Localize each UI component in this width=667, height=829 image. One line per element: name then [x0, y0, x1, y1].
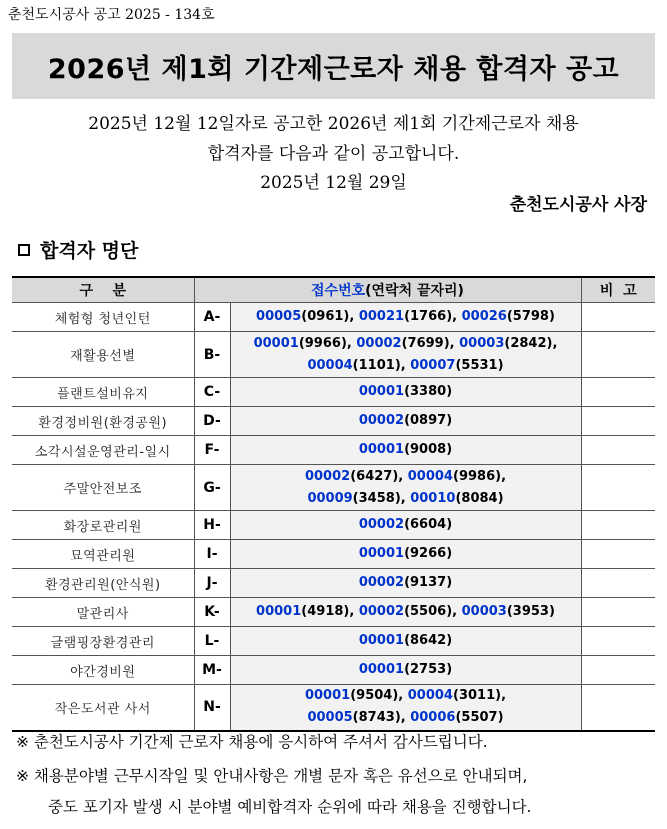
application-number: 00006: [410, 710, 456, 726]
table-row: [12, 378, 655, 407]
phone-last-digits: 9986: [458, 468, 496, 484]
row-numbers: [230, 569, 581, 598]
row-note: [581, 540, 655, 569]
row-category: 재활용선별: [12, 332, 194, 378]
application-number: 00002: [358, 413, 405, 428]
row-numbers: [230, 511, 581, 540]
row-numbers: [230, 407, 581, 436]
number-line: 00001(2753): [358, 662, 453, 677]
phone-last-digits: 6604: [410, 517, 447, 532]
row-code: H-: [194, 511, 230, 540]
row-note: [581, 569, 655, 598]
phone-last-digits: 3380: [410, 384, 447, 399]
row-code: B-: [194, 332, 230, 378]
section-heading: [18, 236, 138, 263]
header-number: [194, 277, 581, 303]
application-number: 00010: [410, 490, 456, 506]
row-category: 환경정비원(환경공원): [12, 407, 194, 436]
table-row: [12, 540, 655, 569]
row-category: 소각시설운영관리-일시: [12, 436, 194, 465]
note-reserve: 중도 포기자 발생 시 분야별 예비합격자 순위에 따라 채용을 진행합니다.: [48, 798, 532, 816]
intro-line-2: 합격자를 다음과 같이 공고합니다.: [207, 144, 460, 164]
header-note: 비 고: [581, 277, 655, 303]
table-header-row: [12, 277, 655, 303]
number-line: 00004(1101), 00007(5531): [307, 357, 504, 373]
application-number: 00026: [461, 309, 507, 324]
table-row: [12, 332, 655, 378]
table-row: [12, 598, 655, 627]
phone-last-digits: 3458: [358, 490, 395, 506]
row-code: N-: [194, 685, 230, 731]
number-line: 00001(3380): [358, 384, 453, 399]
section-title: 합격자 명단: [40, 240, 139, 262]
application-number: 00005: [256, 309, 302, 324]
document-number: 춘천도시공사 공고 2025 - 134호: [8, 7, 215, 23]
table-row: [12, 436, 655, 465]
application-number: 00001: [358, 384, 405, 399]
application-number: 00021: [358, 309, 405, 324]
row-numbers: [230, 685, 581, 731]
number-line: 00002(6604): [358, 517, 453, 532]
table-row: [12, 511, 655, 540]
number-line: 00001(9504), 00004(3011),: [304, 688, 507, 704]
phone-last-digits: 9504: [356, 688, 393, 704]
phone-last-digits: 9137: [410, 575, 447, 590]
signer: 춘천도시공사 사장: [509, 195, 647, 215]
row-category: 플랜트설비유지: [12, 378, 194, 407]
application-number: 00002: [356, 335, 402, 351]
number-line: 00001(4918), 00002(5506), 00003(3953): [256, 604, 555, 619]
application-number: 00001: [358, 662, 405, 677]
application-number: 00004: [407, 688, 453, 704]
row-category: 주말안전보조: [12, 465, 194, 511]
row-note: [581, 332, 655, 378]
row-numbers: [230, 627, 581, 656]
phone-last-digits: 8084: [461, 490, 498, 506]
number-line: 00009(3458), 00010(8084): [307, 490, 504, 506]
phone-last-digits: 2842: [510, 335, 547, 351]
row-code: A-: [194, 303, 230, 332]
number-line: 00001(8642): [358, 633, 453, 648]
row-note: [581, 511, 655, 540]
row-category: 체험형 청년인턴: [12, 303, 194, 332]
number-line: 00001(9266): [358, 546, 453, 561]
intro-line-1: 2025년 12월 12일자로 공고한 2026년 제1회 기간제근로자 채용: [88, 114, 579, 134]
row-code: I-: [194, 540, 230, 569]
row-category: 야간경비원: [12, 656, 194, 685]
phone-last-digits: 6427: [356, 468, 393, 484]
table-row: [12, 569, 655, 598]
row-code: D-: [194, 407, 230, 436]
phone-last-digits: 3953: [512, 604, 549, 619]
application-number: 00001: [256, 604, 302, 619]
number-line: 00005(8743), 00006(5507): [307, 710, 504, 726]
application-number: 00001: [253, 335, 299, 351]
number-line: 00002(6427), 00004(9986),: [304, 468, 507, 484]
application-number: 00002: [358, 517, 405, 532]
row-code: M-: [194, 656, 230, 685]
phone-last-digits: 2753: [410, 662, 447, 677]
phone-last-digits: 3011: [458, 688, 496, 704]
application-number: 00003: [459, 335, 505, 351]
row-numbers: [230, 436, 581, 465]
row-note: [581, 598, 655, 627]
application-number: 00001: [358, 546, 405, 561]
phone-last-digits: 5506: [410, 604, 447, 619]
phone-last-digits: 1101: [358, 357, 395, 373]
application-number: 00001: [304, 688, 351, 704]
row-note: [581, 378, 655, 407]
number-line: 00001(9008): [358, 442, 453, 457]
row-note: [581, 685, 655, 731]
header-number-blue: 접수번호: [311, 283, 366, 299]
row-numbers: [230, 465, 581, 511]
application-number: 00004: [307, 357, 353, 373]
header-number-rest: (연락처 끝자리): [365, 283, 464, 299]
application-number: 00002: [304, 468, 351, 484]
row-note: [581, 407, 655, 436]
application-number: 00004: [407, 468, 453, 484]
row-numbers: [230, 598, 581, 627]
number-line: 00002(9137): [358, 575, 453, 590]
application-number: 00003: [461, 604, 507, 619]
announcement-date: 2025년 12월 29일: [260, 173, 407, 193]
checkbox-square-icon: [18, 244, 30, 256]
phone-last-digits: 8642: [410, 633, 447, 648]
row-code: G-: [194, 465, 230, 511]
row-note: [581, 436, 655, 465]
phone-last-digits: 4918: [307, 604, 344, 619]
application-number: 00001: [358, 633, 405, 648]
phone-last-digits: 9266: [410, 546, 447, 561]
table-row: [12, 627, 655, 656]
phone-last-digits: 9008: [410, 442, 447, 457]
row-note: [581, 465, 655, 511]
row-category: 말관리사: [12, 598, 194, 627]
row-category: 글램핑장환경관리: [12, 627, 194, 656]
row-numbers: [230, 303, 581, 332]
phone-last-digits: 9966: [304, 335, 341, 351]
row-code: J-: [194, 569, 230, 598]
application-number: 00002: [358, 604, 405, 619]
application-number: 00007: [410, 357, 456, 373]
row-note: [581, 656, 655, 685]
passer-table: [12, 276, 655, 732]
page-title: 2026년 제1회 기간제근로자 채용 합격자 공고: [47, 53, 620, 85]
note-thanks: ※ 춘천도시공사 기간제 근로자 채용에 응시하여 주셔서 감사드립니다.: [16, 733, 488, 751]
row-numbers: [230, 332, 581, 378]
row-category: 화장로관리원: [12, 511, 194, 540]
application-number: 00009: [307, 490, 353, 506]
row-note: [581, 303, 655, 332]
phone-last-digits: 5798: [512, 309, 549, 324]
header-category: 구 분: [12, 277, 194, 303]
table-row: [12, 303, 655, 332]
table-row: [12, 656, 655, 685]
application-number: 00001: [358, 442, 405, 457]
phone-last-digits: 7699: [407, 335, 444, 351]
table-row: [12, 685, 655, 731]
row-numbers: [230, 540, 581, 569]
phone-last-digits: 5507: [461, 710, 498, 726]
number-line: 00001(9966), 00002(7699), 00003(2842),: [253, 335, 558, 351]
row-numbers: [230, 378, 581, 407]
row-numbers: [230, 656, 581, 685]
row-code: L-: [194, 627, 230, 656]
row-note: [581, 627, 655, 656]
table-row: [12, 465, 655, 511]
row-category: 환경관리원(안식원): [12, 569, 194, 598]
phone-last-digits: 8743: [358, 710, 395, 726]
phone-last-digits: 0897: [410, 413, 447, 428]
number-line: 00002(0897): [358, 413, 453, 428]
table-row: [12, 407, 655, 436]
application-number: 00002: [358, 575, 405, 590]
phone-last-digits: 1766: [410, 309, 447, 324]
application-number: 00005: [307, 710, 353, 726]
row-category: 묘역관리원: [12, 540, 194, 569]
note-contact: ※ 채용분야별 근무시작일 및 안내사항은 개별 문자 혹은 유선으로 안내되며,: [16, 767, 528, 785]
row-code: C-: [194, 378, 230, 407]
phone-last-digits: 5531: [461, 357, 498, 373]
row-code: F-: [194, 436, 230, 465]
row-category: 작은도서관 사서: [12, 685, 194, 731]
title-banner: [12, 33, 655, 99]
phone-last-digits: 0961: [307, 309, 344, 324]
row-code: K-: [194, 598, 230, 627]
number-line: 00005(0961), 00021(1766), 00026(5798): [256, 309, 555, 324]
